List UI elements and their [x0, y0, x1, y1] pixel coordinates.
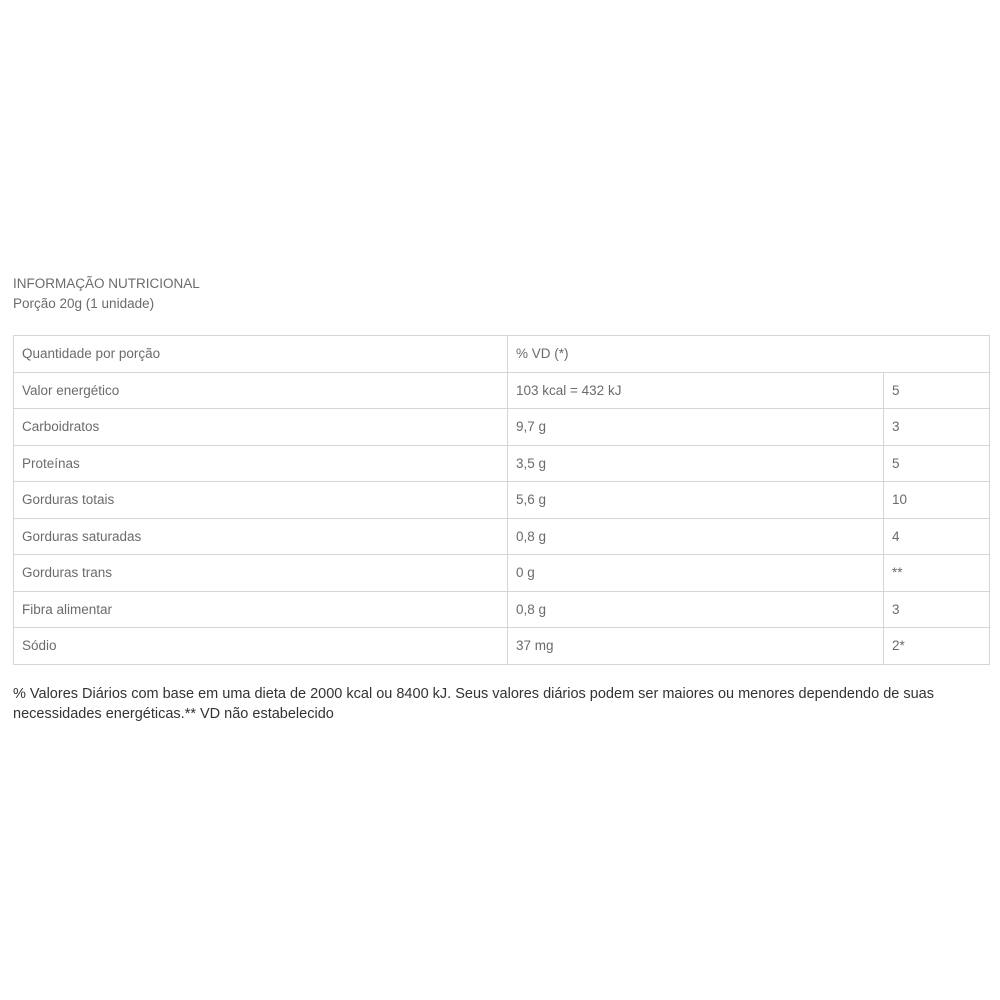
nutrient-vd: 2* [884, 628, 990, 665]
nutrient-amount: 9,7 g [508, 409, 884, 446]
nutrient-amount: 0 g [508, 555, 884, 592]
table-row [14, 628, 990, 665]
nutrient-vd: 3 [884, 591, 990, 628]
daily-values-footnote: % Valores Diários com base em uma dieta de 2000 kcal ou 8400 kJ. Seus valores diários podem ser maiores ou menores dependendo de suas necessidades energéticas.** VD não estabelecido [13, 686, 934, 722]
nutrient-vd: ** [884, 555, 990, 592]
nutrient-amount: 3,5 g [508, 445, 884, 482]
nutrient-vd: 3 [884, 409, 990, 446]
nutrient-name: Valor energético [14, 372, 508, 409]
nutrient-name: Gorduras totais [14, 482, 508, 519]
table-row [14, 409, 990, 446]
nutrient-vd: 5 [884, 372, 990, 409]
nutrient-amount: 103 kcal = 432 kJ [508, 372, 884, 409]
nutrient-name: Gorduras saturadas [14, 518, 508, 555]
nutrient-name: Carboidratos [14, 409, 508, 446]
nutrient-amount: 37 mg [508, 628, 884, 665]
nutrient-name: Proteínas [14, 445, 508, 482]
nutrition-title: INFORMAÇÃO NUTRICIONAL [13, 276, 200, 291]
table-row [14, 591, 990, 628]
nutrient-name: Fibra alimentar [14, 591, 508, 628]
nutrient-amount: 5,6 g [508, 482, 884, 519]
table-row [14, 482, 990, 519]
header-vd: % VD (*) [508, 336, 990, 373]
nutrient-vd: 4 [884, 518, 990, 555]
table-row [14, 372, 990, 409]
nutrition-info-section [13, 274, 989, 722]
table-header-row [14, 336, 990, 373]
nutrient-vd: 5 [884, 445, 990, 482]
nutrient-name: Sódio [14, 628, 508, 665]
table-row [14, 518, 990, 555]
nutrition-table [13, 335, 990, 665]
nutrient-name: Gorduras trans [14, 555, 508, 592]
header-quantity: Quantidade por porção [14, 336, 508, 373]
table-row [14, 555, 990, 592]
nutrient-amount: 0,8 g [508, 591, 884, 628]
nutrient-amount: 0,8 g [508, 518, 884, 555]
nutrient-vd: 10 [884, 482, 990, 519]
table-row [14, 445, 990, 482]
portion-size: Porção 20g (1 unidade) [13, 296, 155, 311]
